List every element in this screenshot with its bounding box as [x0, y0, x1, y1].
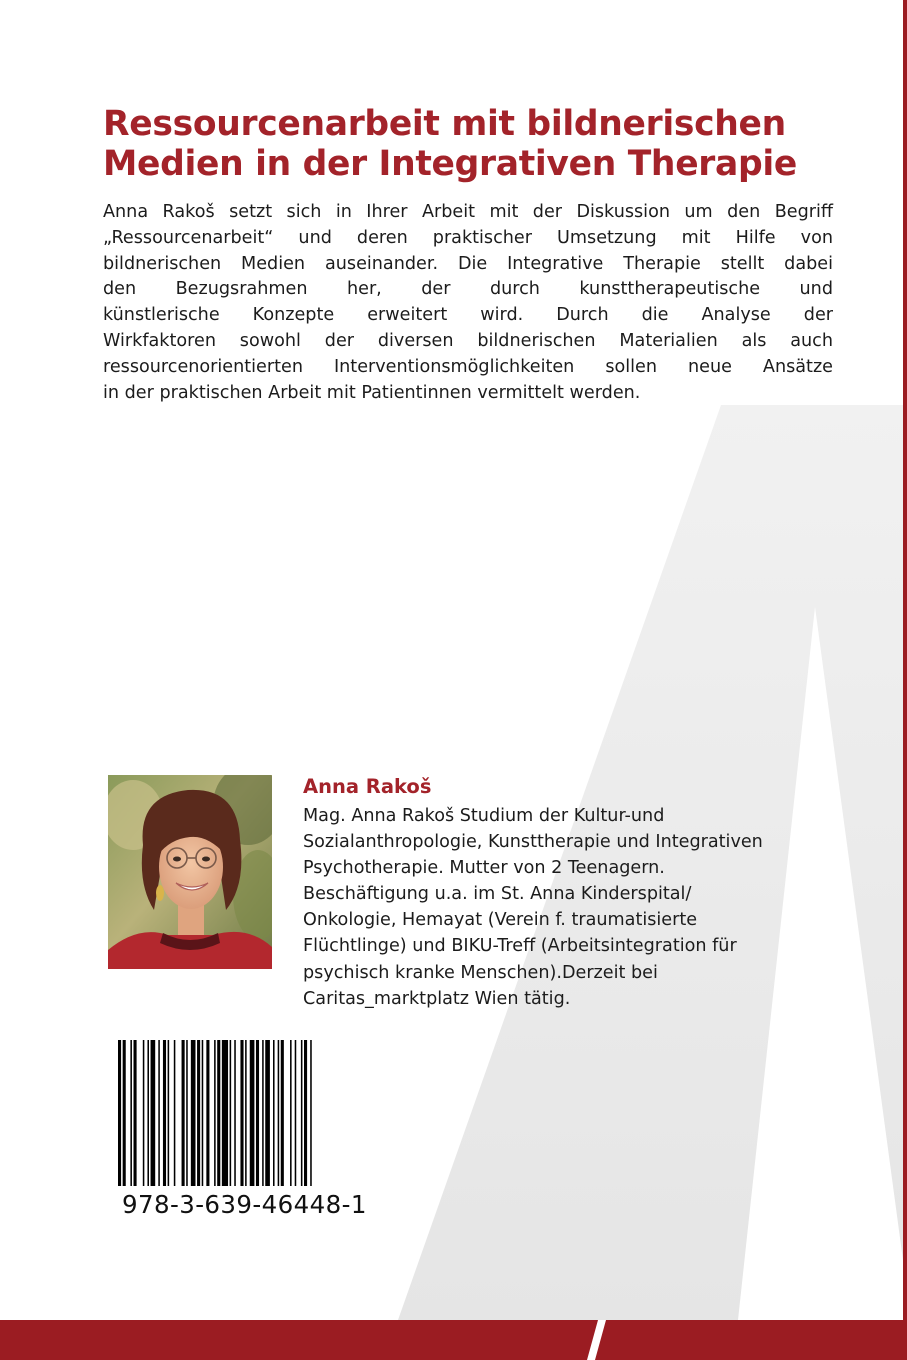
- barcode-bar: [143, 1040, 145, 1186]
- barcode-bar: [163, 1040, 166, 1186]
- bottom-red-band: [0, 1320, 907, 1360]
- description-line-4: den Bezugsrahmen her, der durch kunsttherapeutische und: [103, 279, 833, 300]
- barcode-bar: [147, 1040, 149, 1186]
- book-title-line-1: Ressourcenarbeit mit bildnerischen: [103, 104, 786, 144]
- barcode-bar: [182, 1040, 185, 1186]
- barcode-bar: [250, 1040, 255, 1186]
- barcode-bar: [240, 1040, 243, 1186]
- description-line-8: in der praktischen Arbeit mit Patientinnen vermittelt werden.: [103, 382, 641, 403]
- barcode-bar: [217, 1040, 220, 1186]
- barcode-bar: [304, 1040, 307, 1186]
- right-edge-stripe: [903, 0, 907, 1320]
- bio-line-2: Sozialanthropologie, Kunsttherapie und Integrativen: [303, 832, 763, 853]
- book-title: [103, 104, 823, 184]
- barcode-bar: [191, 1040, 196, 1186]
- barcode-bar: [256, 1040, 259, 1186]
- bio-line-8: Caritas_marktplatz Wien tätig.: [303, 988, 571, 1009]
- barcode-bar: [202, 1040, 204, 1186]
- barcode-bar: [281, 1040, 284, 1186]
- barcode-bar: [222, 1040, 228, 1186]
- barcode-bar: [234, 1040, 236, 1186]
- author-photo: [108, 775, 272, 969]
- barcode-bar: [118, 1040, 121, 1186]
- barcode-bar: [273, 1040, 275, 1186]
- description-line-7: ressourcenorientierten Interventionsmöglichkeiten sollen neue Ansätze: [103, 356, 833, 377]
- barcode-bar: [214, 1040, 216, 1186]
- barcode-bar: [174, 1040, 176, 1186]
- description-line-1: Anna Rakoš setzt sich in Ihrer Arbeit mit der Diskussion um den Begriff: [103, 202, 833, 222]
- author-bio: [303, 803, 863, 1012]
- barcode-bar: [262, 1040, 264, 1186]
- author-name: Anna Rakoš: [303, 775, 432, 798]
- isbn-barcode: [116, 1040, 360, 1190]
- description-line-6: Wirkfaktoren sowohl der diversen bildnerischen Materialien als auch: [103, 330, 833, 351]
- book-title-line-2: Medien in der Integrativen Therapie: [103, 144, 798, 184]
- barcode-bar: [290, 1040, 292, 1186]
- barcode-bar: [278, 1040, 280, 1186]
- barcode-bar: [245, 1040, 247, 1186]
- barcode-bar: [134, 1040, 137, 1186]
- description-line-3: bildnerischen Medien auseinander. Die Integrative Therapie stellt dabei: [103, 253, 833, 274]
- isbn-number: 978-3-639-46448-1: [122, 1190, 367, 1219]
- barcode-bar: [230, 1040, 232, 1186]
- barcode-bar: [295, 1040, 297, 1186]
- book-description: [103, 200, 833, 406]
- barcode-bar: [186, 1040, 188, 1186]
- barcode-bar: [197, 1040, 200, 1186]
- description-line-5: künstlerische Konzepte erweitert wird. Durch die Analyse der: [103, 305, 833, 326]
- barcode-bar: [310, 1040, 312, 1186]
- barcode-bar: [151, 1040, 156, 1186]
- bio-line-6: Flüchtlinge) und BIKU-Treff (Arbeitsintegration für: [303, 936, 737, 957]
- description-line-2: „Ressourcenarbeit“ und deren praktischer Umsetzung mit Hilfe von: [103, 227, 833, 248]
- bio-line-3: Psychotherapie. Mutter von 2 Teenagern.: [303, 858, 665, 879]
- bio-line-7: psychisch kranke Menschen).Derzeit bei: [303, 962, 658, 983]
- barcode-bar: [206, 1040, 209, 1186]
- barcode-bar: [130, 1040, 132, 1186]
- bio-line-1: Mag. Anna Rakoš Studium der Kultur-und: [303, 806, 665, 826]
- barcode-bar: [265, 1040, 270, 1186]
- barcode-bar: [123, 1040, 126, 1186]
- barcode-bar: [158, 1040, 160, 1186]
- barcode-bar: [168, 1040, 170, 1186]
- bio-line-4: Beschäftigung u.a. im St. Anna Kinderspital/: [303, 884, 692, 905]
- bio-line-5: Onkologie, Hemayat (Verein f. traumatisierte: [303, 910, 698, 931]
- barcode-bar: [301, 1040, 303, 1186]
